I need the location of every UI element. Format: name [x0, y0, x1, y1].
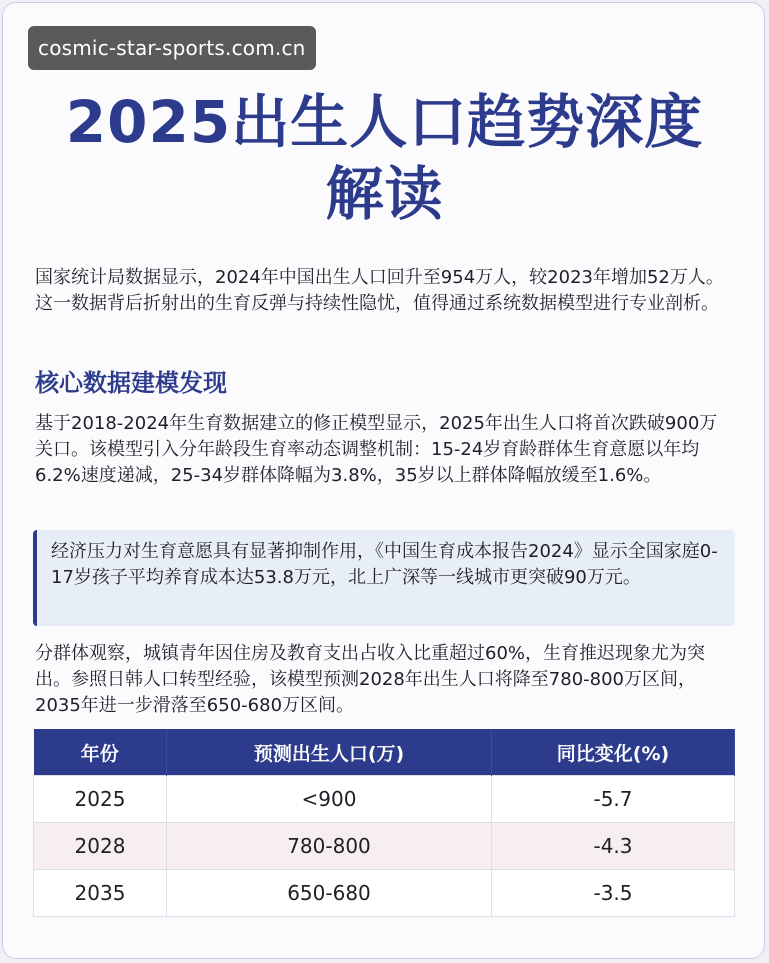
- cell-change: -5.7: [492, 776, 735, 823]
- cell-year: 2035: [34, 870, 167, 917]
- table-header-row: [34, 729, 735, 776]
- title-line-1: 2025出生人口趋势深度: [65, 88, 704, 156]
- cell-change: -3.5: [492, 870, 735, 917]
- cell-forecast: <900: [167, 776, 492, 823]
- header-change: 同比变化(%): [492, 729, 735, 776]
- cell-change: -4.3: [492, 823, 735, 870]
- group-paragraph: 分群体观察，城镇青年因住房及教育支出占收入比重超过60%，生育推迟现象尤为突出。参照日韩人口转型经验，该模型预测2028年出生人口将降至780-800万区间，2035年进一步滑落至650-680万区间。: [35, 643, 706, 716]
- section-title: 核心数据建模发现: [35, 369, 227, 397]
- table-row: [34, 823, 735, 870]
- forecast-table: [33, 729, 735, 917]
- header-forecast: 预测出生人口(万): [167, 729, 492, 776]
- model-paragraph: 基于2018-2024年生育数据建立的修正模型显示，2025年出生人口将首次跌破900万关口。该模型引入分年龄段生育率动态调整机制：15-24岁育龄群体生育意愿以年均6.2%速度递减，25-34岁群体降幅为3.8%，35岁以上群体降幅放缓至1.6%。: [35, 413, 718, 486]
- page-title: [0, 86, 769, 230]
- title-line-2: 解读: [325, 160, 444, 228]
- quote-block: 经济压力对生育意愿具有显著抑制作用，《中国生育成本报告2024》显示全国家庭0-17岁孩子平均养育成本达53.8万元，北上广深等一线城市更突破90万元。: [33, 530, 735, 626]
- cell-forecast: 650-680: [167, 870, 492, 917]
- intro-paragraph: 国家统计局数据显示，2024年中国出生人口回升至954万人，较2023年增加52万人。这一数据背后折射出的生育反弹与持续性隐忧，值得通过系统数据模型进行专业剖析。: [35, 267, 724, 314]
- table-row: [34, 776, 735, 823]
- header-year: 年份: [34, 729, 167, 776]
- cell-forecast: 780-800: [167, 823, 492, 870]
- table-row: [34, 870, 735, 917]
- cell-year: 2025: [34, 776, 167, 823]
- cell-year: 2028: [34, 823, 167, 870]
- watermark-badge: cosmic-star-sports.com.cn: [28, 26, 316, 70]
